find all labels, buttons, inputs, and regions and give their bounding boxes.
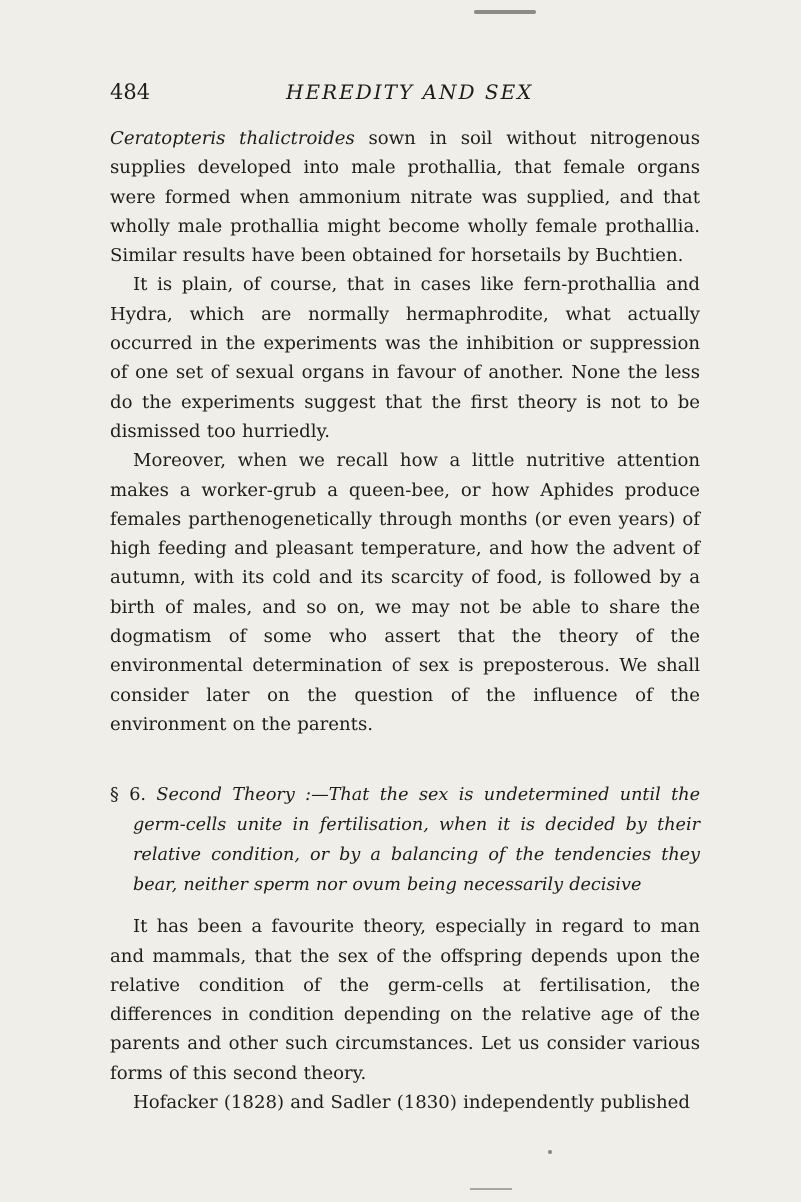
bottom-scan-mark [470,1188,512,1190]
paragraph-2: It is plain, of course, that in cases like fern-prothallia and Hydra, which are normally hermaphrodite, what actually occurred in the experiments was the inhibition or suppression of one set of sexual organs in favour of another. None the less do the experiments suggest that the first theory is not to be dismissed too hurriedly. [110,274,700,442]
running-head: HEREDITY AND SEX [286,80,534,104]
paragraph-3: Moreover, when we recall how a little nutritive attention makes a worker-grub a queen-bee, or how Aphides produce females parthenogenetically through months (or even years) of high feeding and pleasant temperature, and how the advent of autumn, with its cold and its scarcity of food, is followed by a birth of males, and so on, we may not be able to share the dogmatism of some who assert that the theory of the environmental determination of sex is preposterous. We shall consider later on the question of the influence of the environment on the parents. [110,450,700,735]
page-number: 484 [110,80,151,104]
paragraph-1 [110,124,700,270]
paragraph-5: Hofacker (1828) and Sadler (1830) independently published [133,1092,690,1114]
page-body [110,124,700,1117]
section-title: Second Theory :—That the sex is undetermined until the germ-cells unite in fertilisation, when it is decided by their relative condition, or by a balancing of the tendencies they bear, neither sperm nor ovum being necessarily decisive [133,785,700,896]
page-header [110,78,700,108]
section-heading [110,780,700,900]
paragraph-1-text: sown in soil without nitrogenous supplies developed into male prothallia, that female organs were formed when ammonium nitrate was supplied, and that wholly male prothallia might become wholly female prothallia. Similar results have been obtained for horsetails by Buchtien. [110,128,700,267]
paper-speck [548,1150,552,1154]
top-scan-mark [474,10,536,14]
species-name: Ceratopteris thalictroides [110,128,355,149]
paragraph-4: It has been a favourite theory, especially in regard to man and mammals, that the sex of the offspring depends upon the relative condition of the germ-cells at fertilisation, the differences in condition depending on the relative age of the parents and other such circumstances. Let us consider various forms of this second theory. [110,916,700,1084]
section-number: § 6. [110,785,146,806]
